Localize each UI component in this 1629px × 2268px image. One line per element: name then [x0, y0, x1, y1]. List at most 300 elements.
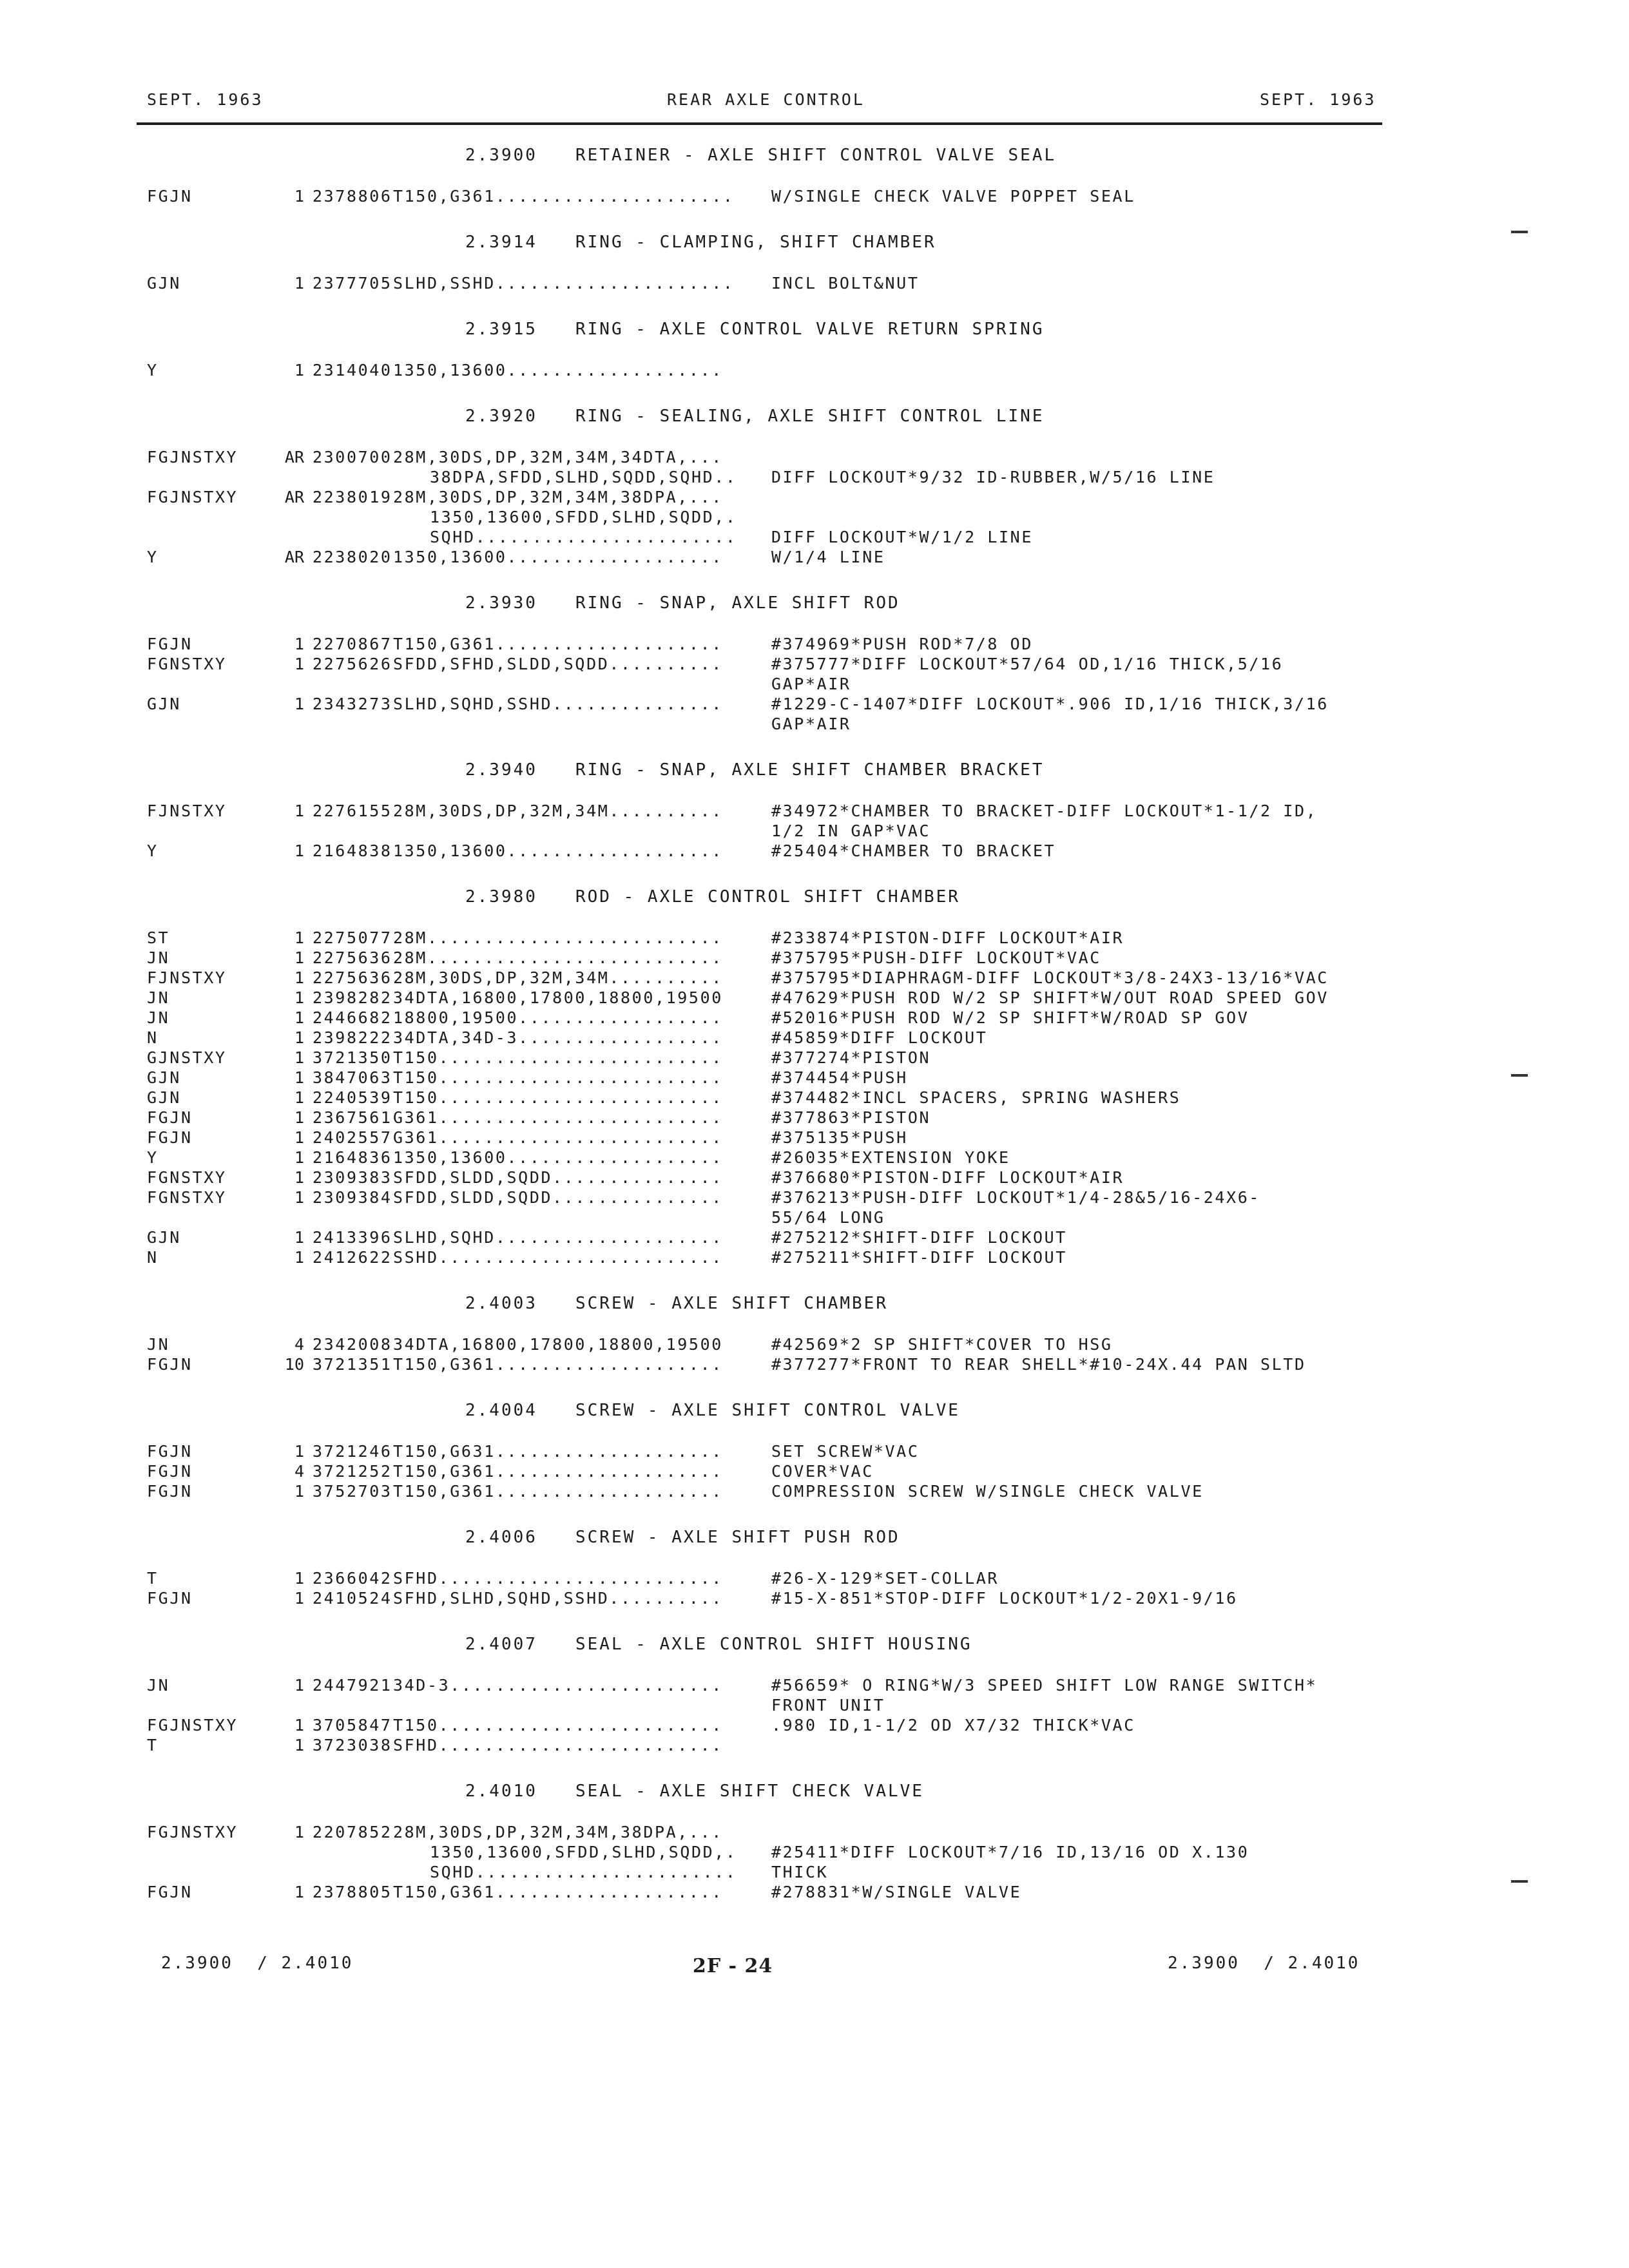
description: #377274*PISTON: [771, 1048, 931, 1067]
section-heading: [0, 1528, 1629, 1548]
description: DIFF LOCKOUT*W/1/2 LINE: [771, 528, 1033, 546]
part-number: 2343273: [313, 695, 392, 713]
part-row: [0, 715, 1629, 735]
applicable-models: JN: [147, 1676, 170, 1695]
description: #26035*EXTENSION YOKE: [771, 1148, 1010, 1167]
description: #374969*PUSH ROD*7/8 OD: [771, 635, 1033, 653]
application: 38DPA,SFDD,SLHD,SQDD,SQHD..: [430, 468, 737, 486]
applicable-models: FGJNSTXY: [147, 488, 238, 506]
part-number: 2412622: [313, 1248, 392, 1267]
quantity: 1: [294, 635, 304, 653]
quantity: 1: [294, 841, 304, 860]
application: T150.........................: [393, 1088, 723, 1107]
part-row: [0, 1148, 1629, 1168]
description: #377277*FRONT TO REAR SHELL*#10-24X.44 PAN SLTD: [771, 1355, 1306, 1374]
parts-section: [0, 568, 1629, 735]
quantity: 1: [294, 695, 304, 713]
parts-section: [0, 294, 1629, 381]
application: 1350,13600,SFDD,SLHD,SQDD,.: [430, 1843, 737, 1861]
section-title: SCREW - AXLE SHIFT CONTROL VALVE: [575, 1401, 960, 1420]
part-row: [0, 1462, 1629, 1482]
part-row: [0, 1355, 1629, 1375]
quantity: 1: [294, 1883, 304, 1901]
applicable-models: FGJNSTXY: [147, 1716, 238, 1735]
application: SSHD.........................: [393, 1248, 723, 1267]
part-row: [0, 528, 1629, 548]
applicable-models: JN: [147, 1335, 170, 1354]
application: 34DTA,34D-3..................: [393, 1028, 723, 1047]
section-number: 2.4004: [465, 1401, 537, 1420]
application: 28M,30DS,DP,32M,34M..........: [393, 968, 723, 987]
application: SFDD,SLDD,SQDD...............: [393, 1168, 723, 1187]
application: SQHD.......................: [430, 1863, 737, 1881]
part-number: 3721350: [313, 1048, 392, 1067]
quantity: 1: [294, 1128, 304, 1147]
part-number: 3752703: [313, 1482, 392, 1501]
description: FRONT UNIT: [771, 1696, 885, 1715]
applicable-models: FGJN: [147, 187, 193, 206]
margin-mark: [1511, 231, 1528, 233]
description: GAP*AIR: [771, 675, 851, 693]
part-number: 2238020: [313, 548, 392, 566]
part-number: 2275077: [313, 928, 392, 947]
applicable-models: Y: [147, 361, 159, 380]
applicable-models: N: [147, 1248, 159, 1267]
part-row: [0, 1863, 1629, 1883]
quantity: 1: [294, 1736, 304, 1754]
applicable-models: JN: [147, 948, 170, 967]
quantity: 10: [284, 1355, 304, 1374]
description: SET SCREW*VAC: [771, 1442, 920, 1461]
section-heading: [0, 1635, 1629, 1655]
quantity: 1: [294, 1028, 304, 1047]
part-row: [0, 361, 1629, 381]
part-row: [0, 1228, 1629, 1248]
part-number: 2410524: [313, 1589, 392, 1608]
quantity: 1: [294, 274, 304, 293]
part-row: [0, 1676, 1629, 1696]
quantity: 4: [294, 1462, 304, 1481]
part-number: 2240539: [313, 1088, 392, 1107]
part-row: [0, 1128, 1629, 1148]
section-heading: [0, 593, 1629, 614]
description: #1229-C-1407*DIFF LOCKOUT*.906 ID,1/16 THICK,3/16: [771, 695, 1329, 713]
part-number: 3847063: [313, 1068, 392, 1087]
quantity: AR: [284, 448, 304, 466]
application: 18800,19500..................: [393, 1008, 723, 1027]
part-row: [0, 548, 1629, 568]
application: T150.........................: [393, 1716, 723, 1735]
application: 1350,13600...................: [393, 548, 723, 566]
part-number: 2377705: [313, 274, 392, 293]
part-number: 2413396: [313, 1228, 392, 1247]
quantity: 1: [294, 802, 304, 820]
application: T150,G361....................: [393, 1883, 723, 1901]
applicable-models: FGJN: [147, 635, 193, 653]
description: 55/64 LONG: [771, 1208, 885, 1227]
section-heading: [0, 1782, 1629, 1802]
description: #52016*PUSH ROD W/2 SP SHIFT*W/ROAD SP GOV: [771, 1008, 1249, 1027]
parts-list: [0, 146, 1629, 1903]
applicable-models: Y: [147, 1148, 159, 1167]
quantity: 1: [294, 1589, 304, 1608]
part-row: [0, 187, 1629, 207]
description: #25404*CHAMBER TO BRACKET: [771, 841, 1056, 860]
part-row: [0, 1482, 1629, 1502]
part-row: [0, 1843, 1629, 1863]
section-number: 2.4007: [465, 1635, 537, 1654]
description: #275211*SHIFT-DIFF LOCKOUT: [771, 1248, 1067, 1267]
description: #375795*DIAPHRAGM-DIFF LOCKOUT*3/8-24X3-13/16*VAC: [771, 968, 1329, 987]
part-number: 2270867: [313, 635, 392, 653]
section-title: SEAL - AXLE CONTROL SHIFT HOUSING: [575, 1635, 972, 1654]
quantity: 1: [294, 361, 304, 380]
footer-range-left: 2.3900 / 2.4010: [161, 1954, 354, 1973]
applicable-models: FGJN: [147, 1128, 193, 1147]
parts-section: [0, 1502, 1629, 1609]
part-row: [0, 1696, 1629, 1716]
part-row: [0, 1048, 1629, 1068]
applicable-models: FGNSTXY: [147, 1168, 227, 1187]
description: #42569*2 SP SHIFT*COVER TO HSG: [771, 1335, 1113, 1354]
application: 28M..........................: [393, 948, 723, 967]
application: SLHD,SSHD.....................: [393, 274, 735, 293]
quantity: 1: [294, 1716, 304, 1735]
description: #47629*PUSH ROD W/2 SP SHIFT*W/OUT ROAD SPEED GOV: [771, 988, 1329, 1007]
applicable-models: FGJNSTXY: [147, 448, 238, 466]
description: #233874*PISTON-DIFF LOCKOUT*AIR: [771, 928, 1124, 947]
parts-section: [0, 1375, 1629, 1502]
section-number: 2.4010: [465, 1782, 537, 1801]
application: G361.........................: [393, 1108, 723, 1127]
part-row: [0, 988, 1629, 1008]
part-row: [0, 1028, 1629, 1048]
section-title: RING - SEALING, AXLE SHIFT CONTROL LINE: [575, 407, 1045, 426]
quantity: 1: [294, 1088, 304, 1107]
part-row: [0, 695, 1629, 715]
applicable-models: GJN: [147, 695, 181, 713]
section-title: SCREW - AXLE SHIFT PUSH ROD: [575, 1528, 900, 1547]
description: #15-X-851*STOP-DIFF LOCKOUT*1/2-20X1-9/16: [771, 1589, 1238, 1608]
section-title: RETAINER - AXLE SHIFT CONTROL VALVE SEAL: [575, 146, 1057, 165]
section-number: 2.4006: [465, 1528, 537, 1547]
part-number: 3721252: [313, 1462, 392, 1481]
part-row: [0, 802, 1629, 822]
quantity: 1: [294, 988, 304, 1007]
description: #25411*DIFF LOCKOUT*7/16 ID,13/16 OD X.130: [771, 1843, 1249, 1861]
parts-section: [0, 207, 1629, 294]
applicable-models: FGJN: [147, 1883, 193, 1901]
part-row: [0, 1589, 1629, 1609]
part-number: 2447921: [313, 1676, 392, 1695]
applicable-models: Y: [147, 548, 159, 566]
applicable-models: N: [147, 1028, 159, 1047]
description: W/SINGLE CHECK VALVE POPPET SEAL: [771, 187, 1135, 206]
quantity: 1: [294, 1168, 304, 1187]
quantity: 1: [294, 1823, 304, 1841]
part-row: [0, 841, 1629, 861]
section-heading: [0, 1401, 1629, 1421]
parts-section: [0, 1609, 1629, 1756]
header-rule: [137, 122, 1382, 125]
quantity: 1: [294, 948, 304, 967]
description: #26-X-129*SET-COLLAR: [771, 1569, 999, 1588]
applicable-models: FGJN: [147, 1442, 193, 1461]
description: #275212*SHIFT-DIFF LOCKOUT: [771, 1228, 1067, 1247]
part-number: 2398222: [313, 1028, 392, 1047]
applicable-models: FGNSTXY: [147, 1188, 227, 1207]
part-row: [0, 655, 1629, 675]
quantity: 1: [294, 968, 304, 987]
description: #375795*PUSH-DIFF LOCKOUT*VAC: [771, 948, 1101, 967]
applicable-models: ST: [147, 928, 170, 947]
part-row: [0, 822, 1629, 841]
quantity: AR: [284, 548, 304, 566]
section-number: 2.3920: [465, 407, 537, 426]
section-title: SCREW - AXLE SHIFT CHAMBER: [575, 1294, 888, 1313]
application: 28M,30DS,DP,32M,34M,38DPA,...: [393, 1823, 723, 1841]
description: INCL BOLT&NUT: [771, 274, 920, 293]
application: SFHD,SLHD,SQHD,SSHD..........: [393, 1589, 723, 1608]
margin-mark: [1511, 1074, 1528, 1077]
part-row: [0, 1068, 1629, 1088]
description: DIFF LOCKOUT*9/32 ID-RUBBER,W/5/16 LINE: [771, 468, 1215, 486]
description: #375777*DIFF LOCKOUT*57/64 OD,1/16 THICK,5/16: [771, 655, 1284, 673]
part-number: 2164836: [313, 1148, 392, 1167]
quantity: 1: [294, 187, 304, 206]
part-number: 2446682: [313, 1008, 392, 1027]
header-title: REAR AXLE CONTROL: [667, 90, 865, 109]
part-number: 2342008: [313, 1335, 392, 1354]
section-heading: [0, 407, 1629, 427]
application: 28M,30DS,DP,32M,34M,38DPA,...: [393, 488, 723, 506]
margin-mark: [1511, 1880, 1528, 1883]
part-row: [0, 488, 1629, 508]
part-row: [0, 1335, 1629, 1355]
applicable-models: GJN: [147, 1068, 181, 1087]
applicable-models: JN: [147, 988, 170, 1007]
application: SLHD,SQHD....................: [393, 1228, 723, 1247]
part-number: 2275626: [313, 655, 392, 673]
application: T150,G361....................: [393, 1462, 723, 1481]
parts-section: [0, 381, 1629, 568]
applicable-models: FGJN: [147, 1589, 193, 1608]
description: #377863*PISTON: [771, 1108, 931, 1127]
applicable-models: T: [147, 1736, 159, 1754]
application: 28M,30DS,DP,32M,34M,34DTA,...: [393, 448, 723, 466]
part-number: 2309384: [313, 1188, 392, 1207]
quantity: 1: [294, 1442, 304, 1461]
description: GAP*AIR: [771, 715, 851, 733]
quantity: AR: [284, 488, 304, 506]
applicable-models: FGJN: [147, 1482, 193, 1501]
parts-section: [0, 146, 1629, 207]
section-title: SEAL - AXLE SHIFT CHECK VALVE: [575, 1782, 924, 1801]
section-number: 2.3930: [465, 593, 537, 613]
application: SQHD.......................: [430, 528, 737, 546]
part-number: 2276155: [313, 802, 392, 820]
part-number: 2378806: [313, 187, 392, 206]
application: SFHD.........................: [393, 1736, 723, 1754]
application: SFHD.........................: [393, 1569, 723, 1588]
applicable-models: FJNSTXY: [147, 968, 227, 987]
description: #374454*PUSH: [771, 1068, 908, 1087]
section-title: RING - SNAP, AXLE SHIFT ROD: [575, 593, 900, 613]
application: 1350,13600...................: [393, 1148, 723, 1167]
part-row: [0, 1208, 1629, 1228]
quantity: 1: [294, 655, 304, 673]
header-date-left: SEPT. 1963: [147, 90, 264, 109]
description: COVER*VAC: [771, 1462, 874, 1481]
part-row: [0, 968, 1629, 988]
part-row: [0, 1442, 1629, 1462]
part-row: [0, 1168, 1629, 1188]
quantity: 1: [294, 1569, 304, 1588]
description: #278831*W/SINGLE VALVE: [771, 1883, 1022, 1901]
part-row: [0, 1736, 1629, 1756]
section-title: RING - SNAP, AXLE SHIFT CHAMBER BRACKET: [575, 760, 1045, 780]
section-title: ROD - AXLE CONTROL SHIFT CHAMBER: [575, 887, 960, 907]
section-heading: [0, 760, 1629, 781]
section-heading: [0, 233, 1629, 253]
part-row: [0, 274, 1629, 294]
application: 1350,13600...................: [393, 361, 723, 380]
section-heading: [0, 1294, 1629, 1314]
part-row: [0, 675, 1629, 695]
part-row: [0, 1569, 1629, 1589]
section-number: 2.3900: [465, 146, 537, 165]
description: .980 ID,1-1/2 OD X7/32 THICK*VAC: [771, 1716, 1135, 1735]
applicable-models: GJN: [147, 274, 181, 293]
applicable-models: Y: [147, 841, 159, 860]
application: SFDD,SLDD,SQDD...............: [393, 1188, 723, 1207]
application: T150,G361.....................: [393, 187, 735, 206]
part-number: 3705847: [313, 1716, 392, 1735]
part-number: 2367561: [313, 1108, 392, 1127]
description: #376680*PISTON-DIFF LOCKOUT*AIR: [771, 1168, 1124, 1187]
footer-page-number: 2F - 24: [693, 1955, 773, 1977]
part-row: [0, 928, 1629, 948]
section-title: RING - CLAMPING, SHIFT CHAMBER: [575, 233, 936, 252]
part-row: [0, 1108, 1629, 1128]
part-number: 2275636: [313, 968, 392, 987]
applicable-models: JN: [147, 1008, 170, 1027]
applicable-models: FGNSTXY: [147, 655, 227, 673]
application: T150.........................: [393, 1048, 723, 1067]
parts-section: [0, 861, 1629, 1268]
header-date-right: SEPT. 1963: [1260, 90, 1376, 109]
part-row: [0, 1823, 1629, 1843]
quantity: 1: [294, 1148, 304, 1167]
quantity: 1: [294, 1008, 304, 1027]
application: T150,G361....................: [393, 1482, 723, 1501]
description: #375135*PUSH: [771, 1128, 908, 1147]
application: T150,G361....................: [393, 635, 723, 653]
part-number: 3721351: [313, 1355, 392, 1374]
application: SFDD,SFHD,SLDD,SQDD..........: [393, 655, 723, 673]
quantity: 1: [294, 1188, 304, 1207]
part-number: 2398282: [313, 988, 392, 1007]
description: W/1/4 LINE: [771, 548, 885, 566]
section-number: 2.3915: [465, 320, 537, 339]
quantity: 1: [294, 1108, 304, 1127]
part-number: 2378805: [313, 1883, 392, 1901]
applicable-models: GJN: [147, 1228, 181, 1247]
part-row: [0, 448, 1629, 468]
part-number: 3721246: [313, 1442, 392, 1461]
part-number: 3723038: [313, 1736, 392, 1754]
quantity: 4: [294, 1335, 304, 1354]
description: 1/2 IN GAP*VAC: [771, 822, 931, 840]
quantity: 1: [294, 1068, 304, 1087]
description: #34972*CHAMBER TO BRACKET-DIFF LOCKOUT*1-1/2 ID,: [771, 802, 1318, 820]
application: T150,G361....................: [393, 1355, 723, 1374]
description: #56659* O RING*W/3 SPEED SHIFT LOW RANGE SWITCH*: [771, 1676, 1318, 1695]
application: 28M,30DS,DP,32M,34M..........: [393, 802, 723, 820]
description: #376213*PUSH-DIFF LOCKOUT*1/4-28&5/16-24X6-: [771, 1188, 1261, 1207]
section-title: RING - AXLE CONTROL VALVE RETURN SPRING: [575, 320, 1045, 339]
part-row: [0, 1188, 1629, 1208]
part-row: [0, 1716, 1629, 1736]
application: T150.........................: [393, 1068, 723, 1087]
part-row: [0, 468, 1629, 488]
application: SLHD,SQHD,SSHD...............: [393, 695, 723, 713]
description: THICK: [771, 1863, 829, 1881]
applicable-models: GJN: [147, 1088, 181, 1107]
part-number: 2366042: [313, 1569, 392, 1588]
applicable-models: FGJN: [147, 1108, 193, 1127]
applicable-models: FGJNSTXY: [147, 1823, 238, 1841]
section-heading: [0, 146, 1629, 166]
parts-section: [0, 1756, 1629, 1903]
application: G361.........................: [393, 1128, 723, 1147]
part-number: 2164838: [313, 841, 392, 860]
applicable-models: GJNSTXY: [147, 1048, 227, 1067]
application: 34DTA,16800,17800,18800,19500: [393, 1335, 723, 1354]
part-row: [0, 1248, 1629, 1268]
part-row: [0, 508, 1629, 528]
quantity: 1: [294, 1248, 304, 1267]
section-number: 2.3940: [465, 760, 537, 780]
footer-range-right: 2.3900 / 2.4010: [1168, 1954, 1360, 1973]
application: T150,G631....................: [393, 1442, 723, 1461]
application: 1350,13600...................: [393, 841, 723, 860]
parts-section: [0, 735, 1629, 861]
section-number: 2.3980: [465, 887, 537, 907]
part-number: 2402557: [313, 1128, 392, 1147]
quantity: 1: [294, 928, 304, 947]
part-row: [0, 948, 1629, 968]
section-heading: [0, 320, 1629, 340]
part-row: [0, 1883, 1629, 1903]
section-number: 2.3914: [465, 233, 537, 252]
part-number: 2238019: [313, 488, 392, 506]
quantity: 1: [294, 1482, 304, 1501]
applicable-models: FGJN: [147, 1462, 193, 1481]
quantity: 1: [294, 1676, 304, 1695]
part-number: 2300700: [313, 448, 392, 466]
part-row: [0, 1008, 1629, 1028]
application: 1350,13600,SFDD,SLHD,SQDD,.: [430, 508, 737, 526]
section-number: 2.4003: [465, 1294, 537, 1313]
part-row: [0, 1088, 1629, 1108]
quantity: 1: [294, 1228, 304, 1247]
part-number: 2309383: [313, 1168, 392, 1187]
applicable-models: T: [147, 1569, 159, 1588]
parts-section: [0, 1268, 1629, 1375]
application: 34D-3........................: [393, 1676, 723, 1695]
part-row: [0, 635, 1629, 655]
